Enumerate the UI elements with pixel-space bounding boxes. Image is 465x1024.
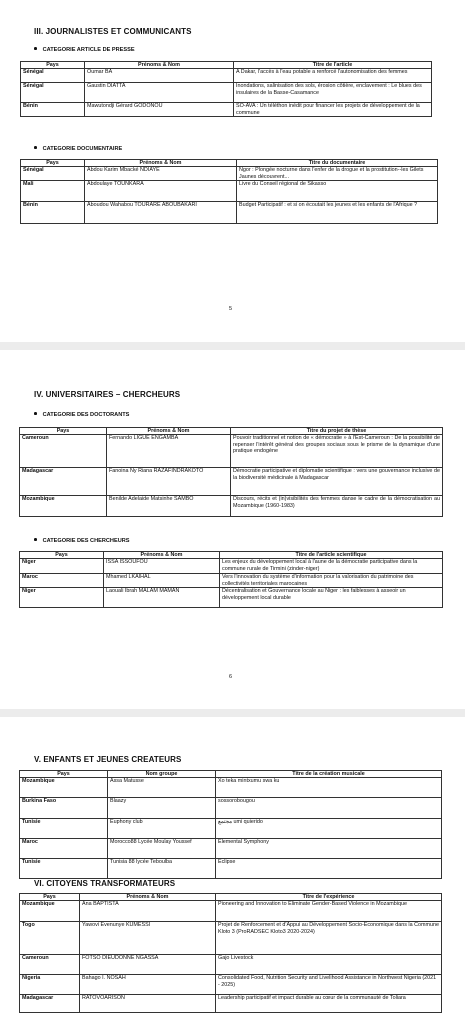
page-number: 6 <box>229 674 233 680</box>
table-header-row <box>20 552 443 559</box>
cell-titre: Projet de Renforcement et d'Appui au Développement Socio-Economique dans la Commune Kloto 3 (ProRADSEC Kloto3 2020-2024) <box>216 922 442 955</box>
table-row <box>20 496 443 517</box>
cell-groupe: Euphony club <box>108 819 216 839</box>
cell-titre: Consolidated Food, Nutrition Security and Livelihood Assistance in Northwest Nigeria (2021 - 2025) <box>216 975 442 995</box>
cell-nom: FOTSO DIEUDONNE NGASSA <box>80 955 216 975</box>
page-7 <box>0 717 465 1024</box>
cell-nom: Abdoulaye TOUNKARA <box>85 181 237 202</box>
cell-titre: Livre du Conseil régional de Sikasso <box>237 181 438 202</box>
cell-titre: Les enjeux du développement local à l'aune de la démocratie participative dans la commune rurale de Tirmini (zinder-niger) <box>220 559 443 574</box>
cell-nom: Abdou Karim Mbacké NDIAYE <box>85 167 237 181</box>
category-label-documentaire: CATEGORIE DOCUMENTAIRE <box>34 146 122 152</box>
header-nom: Prénoms & Nom <box>85 160 237 167</box>
cell-nom: Fernando LIGUE ENGAMBA <box>107 435 231 468</box>
table-row <box>21 181 438 202</box>
table-row <box>20 468 443 496</box>
cell-pays: Bénin <box>21 202 85 224</box>
table-row <box>20 574 443 588</box>
table-header-row <box>21 160 438 167</box>
section-title-enfants: V. ENFANTS ET JEUNES CREATEURS <box>34 755 182 764</box>
cell-titre: Budget Participatif : et si on écoutait les jeunes et les enfants de l'Afrique ? <box>237 202 438 224</box>
cell-titre: A Dakar, l'accès à l'eau potable a renforcé l'autonomisation des femmes <box>234 69 432 83</box>
table-row <box>20 559 443 574</box>
table-row <box>20 798 442 819</box>
category-label-doctorants: CATEGORIE DES DOCTORANTS <box>34 412 129 418</box>
cell-pays: Nigeria <box>20 975 80 995</box>
header-nom: Prénoms & Nom <box>85 62 234 69</box>
table-doctorants <box>19 427 443 517</box>
cell-pays: Madagascar <box>20 468 107 496</box>
table-header-row <box>21 62 432 69</box>
table-header-row <box>20 771 442 778</box>
cell-pays: Mali <box>21 181 85 202</box>
cell-pays: Madagascar <box>20 995 80 1013</box>
cell-nom: Mhamed LKAIHAL <box>104 574 220 588</box>
cell-pays: Burkina Faso <box>20 798 108 819</box>
section-title-journalistes: III. JOURNALISTES ET COMMUNICANTS <box>34 27 192 36</box>
cell-titre: Démocratie participative et diplomatie scientifique : vers une gouvernance inclusive de la biodiversité médicinale à Madagascar <box>231 468 443 496</box>
table-row <box>20 995 442 1013</box>
table-row <box>20 901 442 922</box>
cell-pays: Maroc <box>20 839 108 859</box>
category-label-article-presse: CATEGORIE ARTICLE DE PRESSE <box>34 47 135 53</box>
cell-pays: Maroc <box>20 574 104 588</box>
table-row <box>20 975 442 995</box>
cell-titre: Xo teka mintxumu swa ku <box>216 778 442 798</box>
cell-pays: Sénégal <box>21 83 85 103</box>
cell-pays: Niger <box>20 588 104 608</box>
header-titre: Titre de la création musicale <box>216 771 442 778</box>
cell-pays: Sénégal <box>21 167 85 181</box>
header-nom: Prénoms & Nom <box>104 552 220 559</box>
cell-nom: Bahago I. NOSAH <box>80 975 216 995</box>
table-row <box>20 819 442 839</box>
table-row <box>21 69 432 83</box>
cell-titre: Pouvoir traditionnel et notion de « démocratie » à l'Est-Cameroun : De la possibilité de repenser l'intérêt général des groupes sociaux sous le prisme de la dynamique d'une pratique endogène <box>231 435 443 468</box>
section-title-universitaires: IV. UNIVERSITAIRES – CHERCHEURS <box>34 390 181 399</box>
cell-titre: Gajo Livestock <box>216 955 442 975</box>
header-pays: Pays <box>20 894 80 901</box>
cell-titre: SÔ-AVA : Un téléthon inédit pour financer les projets de développement de la commune <box>234 103 432 117</box>
header-pays: Pays <box>20 552 104 559</box>
cell-nom: ISSA ISSOUFOU <box>104 559 220 574</box>
header-titre: Titre de l'article scientifique <box>220 552 443 559</box>
cell-groupe: Tunisia 88 lycée Teboulba <box>108 859 216 879</box>
cell-groupe: Morocco88 Lycée Moulay Youssef <box>108 839 216 859</box>
cell-pays: Tunisie <box>20 819 108 839</box>
header-titre: Titre du documentaire <box>237 160 438 167</box>
header-titre: Titre de l'expérience <box>216 894 442 901</box>
cell-nom: Laouali Ibrah MALAM MAMAN <box>104 588 220 608</box>
header-pays: Pays <box>20 428 107 435</box>
cell-pays: Bénin <box>21 103 85 117</box>
cell-groupe: Blaazy <box>108 798 216 819</box>
header-pays: Pays <box>20 771 108 778</box>
cell-titre: Vers l'innovation du système d'information pour la valorisation du patrimoine des collectivités territoriales marocaines <box>220 574 443 588</box>
table-chercheurs <box>19 551 443 608</box>
table-row <box>21 103 432 117</box>
cell-nom: Mawutondji Gérard GODONOU <box>85 103 234 117</box>
cell-nom: Oumar BA <box>85 69 234 83</box>
table-row <box>20 922 442 955</box>
cell-pays: Cameroun <box>20 955 80 975</box>
cell-pays: Niger <box>20 559 104 574</box>
category-label-chercheurs: CATEGORIE DES CHERCHEURS <box>34 538 130 544</box>
table-row <box>20 435 443 468</box>
cell-nom: Gaustin DIATTA <box>85 83 234 103</box>
cell-titre: Inondations, salinisation des sols, érosion côtière, enclavement : Le blues des insulaires de la Basse-Casamance <box>234 83 432 103</box>
cell-titre: Leadership participatif et impact durable au cœur de la communauté de Toliara <box>216 995 442 1013</box>
cell-pays: Sénégal <box>21 69 85 83</box>
cell-titre: مجتمع umi quierido <box>216 819 442 839</box>
header-titre: Titre du projet de thèse <box>231 428 443 435</box>
table-citoyens <box>19 893 442 1013</box>
cell-nom: Aboudou Wahabou TOURARE ABOUBAKARI <box>85 202 237 224</box>
cell-pays: Mozambique <box>20 496 107 517</box>
table-row <box>20 588 443 608</box>
cell-titre: sossorobougou <box>216 798 442 819</box>
header-nom: Prénoms & Nom <box>80 894 216 901</box>
table-documentaires <box>20 159 438 224</box>
section-title-citoyens: VI. CITOYENS TRANSFORMATEURS <box>34 879 176 888</box>
table-row <box>21 83 432 103</box>
cell-titre: Elemental Symphony <box>216 839 442 859</box>
cell-pays: Mozambique <box>20 778 108 798</box>
cell-nom: Benilde Adelaide Matsinhe SAMBO <box>107 496 231 517</box>
page-5 <box>0 0 465 342</box>
table-row <box>21 202 438 224</box>
table-row <box>20 839 442 859</box>
cell-titre: Ngor : Plongée nocturne dans l'enfer de la drogue et la prostitution--les Gilets Jaunes découvrent... <box>237 167 438 181</box>
cell-nom: Fanoina Ny Riana RAZAFINDRAKOTO <box>107 468 231 496</box>
table-header-row <box>20 428 443 435</box>
table-row <box>20 859 442 879</box>
table-row <box>20 778 442 798</box>
cell-titre: Décentralisation et Gouvernance locale au Niger : les faiblesses à asseoir un développement local durable <box>220 588 443 608</box>
cell-titre: Pioneering and Innovation to Eliminate Gender-Based Violence in Mozambique <box>216 901 442 922</box>
cell-titre: Eclipse <box>216 859 442 879</box>
table-row <box>21 167 438 181</box>
cell-pays: Mozambique <box>20 901 80 922</box>
header-pays: Pays <box>21 160 85 167</box>
page-number: 5 <box>229 306 233 312</box>
table-articles-presse <box>20 61 432 117</box>
table-createurs <box>19 770 442 879</box>
cell-nom: Yawovi Evenunye KUMESSI <box>80 922 216 955</box>
cell-pays: Tunisie <box>20 859 108 879</box>
cell-pays: Togo <box>20 922 80 955</box>
page-6 <box>0 350 465 709</box>
cell-pays: Cameroun <box>20 435 107 468</box>
header-titre: Titre de l'article <box>234 62 432 69</box>
cell-nom: Ana BAPTISTA <box>80 901 216 922</box>
header-groupe: Nom groupe <box>108 771 216 778</box>
cell-titre: Discours, récits et (in)visibilités des femmes danse le cadre de la démocratisation au Mozambique (1960-1983) <box>231 496 443 517</box>
header-pays: Pays <box>21 62 85 69</box>
table-header-row <box>20 894 442 901</box>
header-nom: Prénoms & Nom <box>107 428 231 435</box>
table-row <box>20 955 442 975</box>
cell-nom: RATOVOARISON <box>80 995 216 1013</box>
cell-groupe: Assa Matusse <box>108 778 216 798</box>
